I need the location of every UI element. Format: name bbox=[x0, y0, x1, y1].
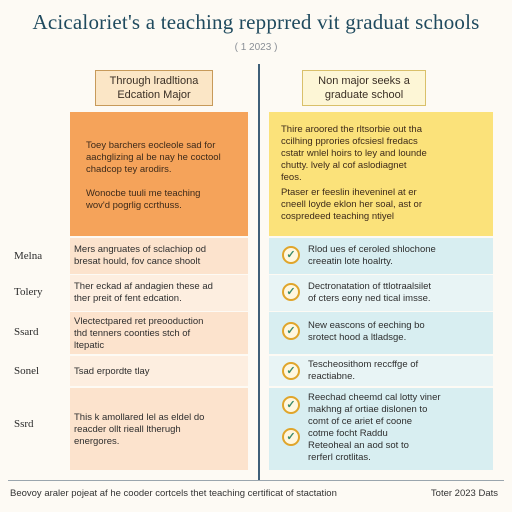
right-row-text bbox=[308, 392, 490, 464]
left-intro-line bbox=[86, 176, 246, 188]
check-icon: ✓ bbox=[282, 246, 300, 264]
left-row-line: ltepatic bbox=[74, 340, 105, 351]
check-icon: ✓ bbox=[282, 283, 300, 301]
left-row-line: ther preit of fent edcation. bbox=[74, 293, 182, 304]
row-label: Melna bbox=[14, 250, 43, 262]
left-row-line: Mers angruates of sclachiop od bbox=[74, 244, 207, 255]
right-intro-line: cneell loyde eklon her soal, ast or bbox=[281, 199, 422, 210]
left-row-line: reacder ollt rieall ltherugh bbox=[74, 424, 181, 435]
right-row-line: cotme focht Raddu bbox=[308, 428, 388, 439]
row-label: Tolery bbox=[14, 286, 43, 298]
right-row-text bbox=[308, 320, 490, 344]
footer-divider bbox=[8, 480, 504, 481]
left-intro-line: Wonocbe tuuli me teaching bbox=[86, 188, 201, 199]
right-row-text bbox=[308, 244, 490, 268]
right-intro-line: chutty. lvely al cof aslodiagnet bbox=[281, 160, 407, 171]
right-row-line: Reechad cheemd cal lotty viner bbox=[308, 392, 441, 403]
right-row-text bbox=[308, 281, 490, 305]
left-column-header bbox=[95, 70, 213, 106]
check-icon: ✓ bbox=[282, 322, 300, 340]
left-intro-line: aachglizing al be nay he coctool bbox=[86, 152, 221, 163]
right-row-line: creeatin lote hoalrty. bbox=[308, 256, 393, 267]
right-intro-line: Thire aroored the rltsorbie out tha bbox=[281, 124, 422, 135]
footer-source: Toter 2023 Dats bbox=[430, 488, 498, 499]
right-row-line: Dectronatation of ttlotraalsilet bbox=[308, 281, 432, 292]
right-intro-line: Ptaser er feeslin iheveninel at er bbox=[281, 187, 417, 198]
right-intro-line: feos. bbox=[281, 172, 302, 183]
footer-note: Beovoy araler pojeat af he cooder cortcels thet teaching certificat of stactation bbox=[10, 488, 337, 499]
row-label: Ssard bbox=[14, 326, 39, 338]
left-header-line-2: Edcation Major bbox=[117, 89, 191, 101]
right-header-line-1: Non major seeks a bbox=[318, 75, 410, 87]
right-header-line-2: graduate school bbox=[324, 89, 404, 101]
right-row-line: rerferl crotlitas. bbox=[308, 452, 371, 463]
left-intro-line: wov'd pogrlig ccrthuss. bbox=[86, 200, 182, 211]
check-icon: ✓ bbox=[282, 396, 300, 414]
right-row-line: srotect hood a ltladsge. bbox=[308, 332, 407, 343]
right-row-text bbox=[308, 359, 490, 383]
row-label: Ssrd bbox=[14, 418, 34, 430]
left-row-line: Vlectectpared ret preooduction bbox=[74, 316, 204, 327]
right-row-line: comt of ce ariet ef coone bbox=[308, 416, 413, 427]
check-icon: ✓ bbox=[282, 428, 300, 446]
row-label: Sonel bbox=[14, 365, 40, 377]
left-row-text bbox=[74, 244, 246, 268]
left-row-line: thd tenners coonties stch of bbox=[74, 328, 191, 339]
left-header-line-1: Through lradltiona bbox=[109, 75, 199, 87]
right-column-header bbox=[302, 70, 426, 106]
page-title: Acicaloriet's a teaching repprred vit graduat schools bbox=[32, 10, 480, 34]
left-row-text bbox=[74, 281, 246, 305]
check-icon: ✓ bbox=[282, 362, 300, 380]
right-intro-line: cospredeed teaching ntiyel bbox=[281, 211, 395, 222]
left-row-line: energores. bbox=[74, 436, 120, 447]
right-row-line: Tescheosithom reccffge of bbox=[308, 359, 419, 370]
right-row-line: Reteoheal an aod sot to bbox=[308, 440, 409, 451]
left-row-text bbox=[74, 316, 246, 352]
right-row-line: Rlod ues ef ceroled shlochone bbox=[308, 244, 436, 255]
left-intro-line: chadcop tey arodirs. bbox=[86, 164, 172, 175]
page-subtitle: ( 1 2023 ) bbox=[234, 42, 278, 53]
right-row-line: makhng af ortiae dislonen to bbox=[308, 404, 428, 415]
right-intro-text bbox=[281, 124, 486, 223]
left-row-line: Tsad erpordte tlay bbox=[74, 366, 150, 377]
right-row-line: New eascons of eeching bo bbox=[308, 320, 425, 331]
right-row-line: of cters eony ned tical imsse. bbox=[308, 293, 431, 304]
left-intro-text bbox=[86, 140, 246, 212]
left-row-text bbox=[74, 412, 246, 448]
right-intro-line: cstatr wnlel hoirs to ley and lounde bbox=[281, 148, 427, 159]
left-row-text bbox=[74, 366, 246, 378]
right-intro-line: ccilhing pprories ofcsiesl fredacs bbox=[281, 136, 418, 147]
left-row-line: bresat hould, fov cance shoolt bbox=[74, 256, 201, 267]
right-row-line: reactiabne. bbox=[308, 371, 356, 382]
column-divider bbox=[258, 64, 260, 480]
left-row-line: Ther eckad af andagien these ad bbox=[74, 281, 213, 292]
left-row-line: This k amollared lel as eldel do bbox=[74, 412, 205, 423]
left-intro-line: Toey barchers eocleole sad for bbox=[86, 140, 216, 151]
